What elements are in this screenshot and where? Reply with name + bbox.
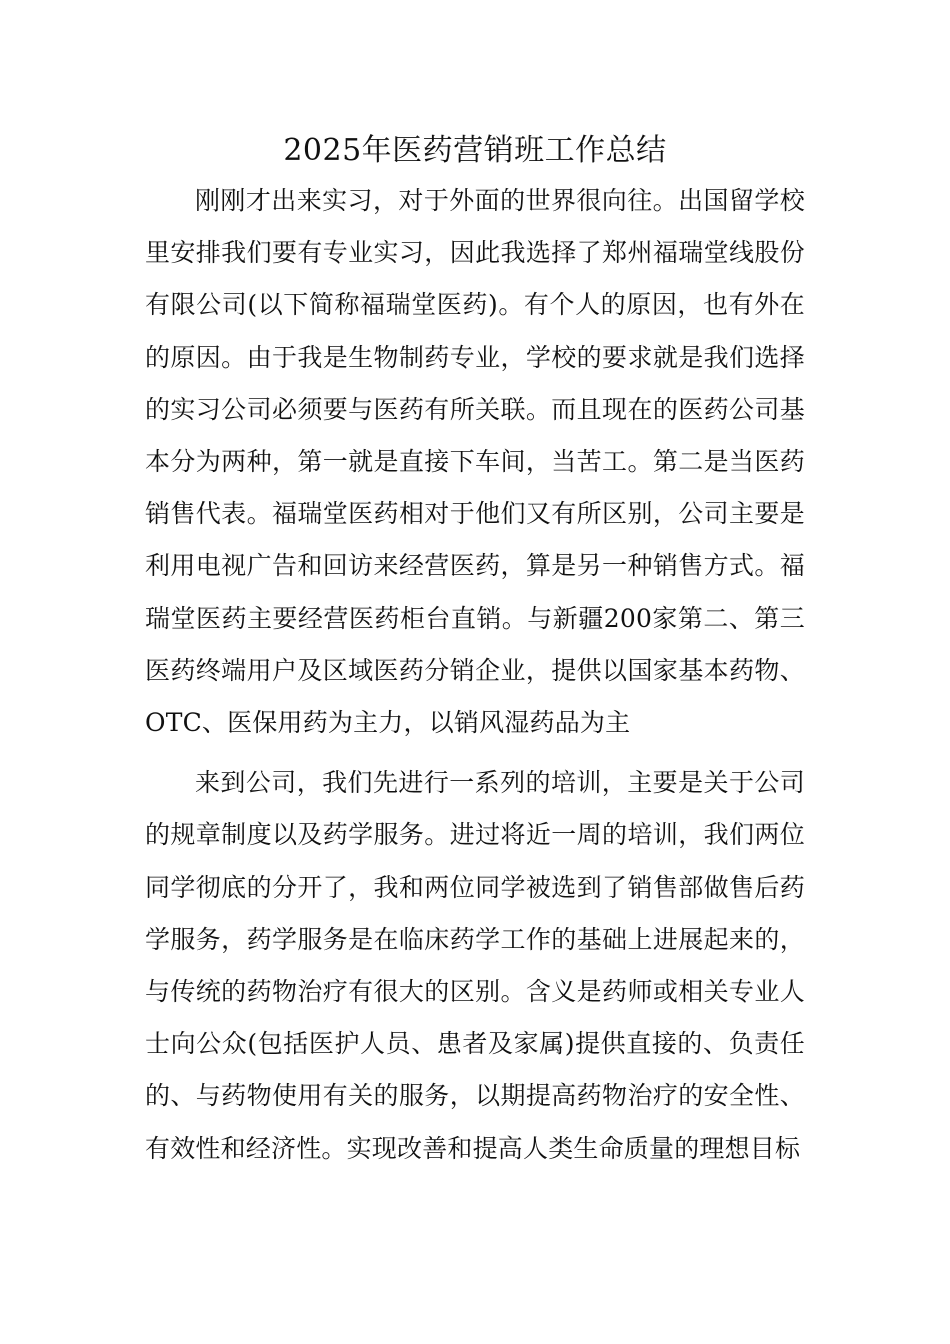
paragraph-2: 来到公司，我们先进行一系列的培训，主要是关于公司的规章制度以及药学服务。进过将近一周的培训，我们两位同学彻底的分开了，我和两位同学被选到了销售部做售后药学服务，药学服务是在临床药学工作的基础上进展起来的，与传统的药物治疗有很大的区别。含义是药师或相关专业人士向公众(包括医护人员、患者及家属)提供直接的、负责任的、与药物使用有关的服务，以期提高药物治疗的安全性、有效性和经济性。实现改善和提高人类生命质量的理想目标 [145,768,805,1163]
paragraph-1: 刚刚才出来实习，对于外面的世界很向往。出国留学校里安排我们要有专业实习，因此我选择了郑州福瑞堂线股份有限公司(以下简称福瑞堂医药)。有个人的原因，也有外在的原因。由于我是生物制药专业，学校的要求就是我们选择的实习公司必须要与医药有所关联。而且现在的医药公司基本分为两种，第一就是直接下车间，当苦工。第二是当医药销售代表。福瑞堂医药相对于他们又有所区别，公司主要是利用电视广告和回访来经营医药，算是另一种销售方式。福瑞堂医药主要经营医药柜台直销。与新疆200家第二、第三医药终端用户及区域医药分销企业，提供以国家基本药物、OTC、医保用药为主力，以销风湿药品为主 [145,186,805,738]
document-title: 2025年医药营销班工作总结 [283,133,667,168]
